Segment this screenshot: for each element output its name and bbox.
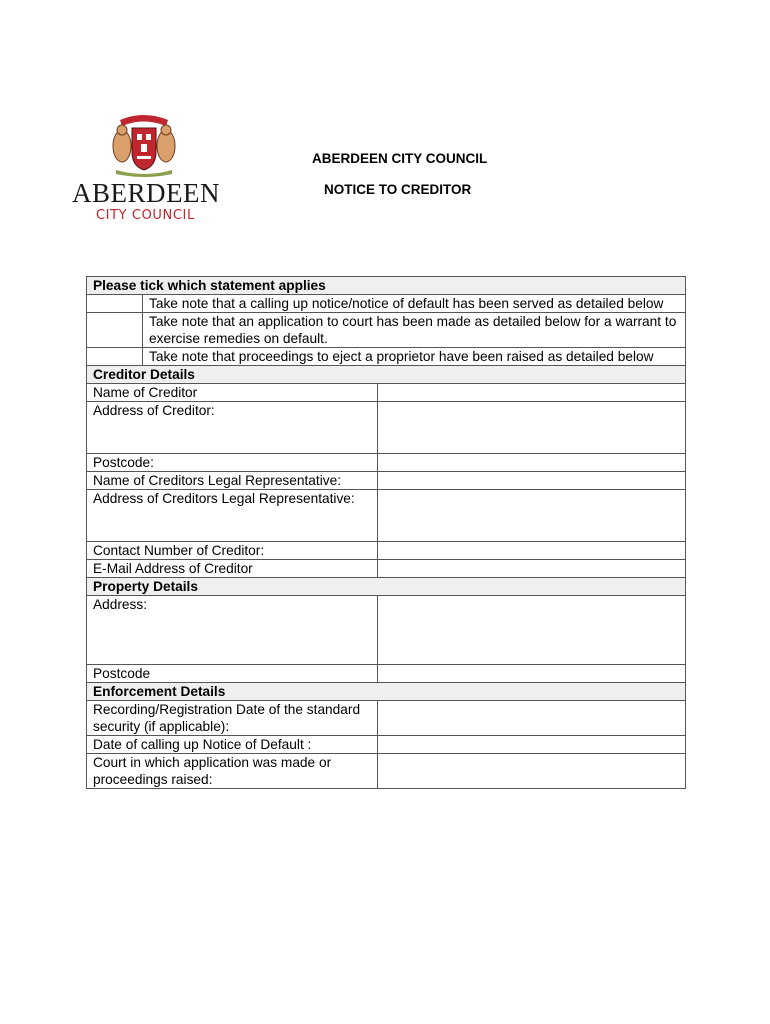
logo-name-line2: CITY COUNCIL [96,208,195,223]
contact-number-field[interactable] [378,542,686,560]
court-label: Court in which application was made or proceedings raised: [87,754,378,789]
enforcement-heading-row [87,683,686,701]
statement-option-row [87,295,686,313]
statement-2-text: Take note that an application to court has been made as detailed below for a warrant to exercise remedies on default. [143,313,686,348]
statement-option-row [87,313,686,348]
statement-1-checkbox[interactable] [87,295,143,313]
court-field[interactable] [378,754,686,789]
creditor-heading-row [87,366,686,384]
statements-heading: Please tick which statement applies [87,277,686,295]
coat-of-arms-icon [106,112,182,178]
rep-address-label: Address of Creditors Legal Representative: [87,490,378,542]
creditor-name-row [87,384,686,402]
rep-address-row [87,490,686,542]
statement-3-text: Take note that proceedings to eject a proprietor have been raised as detailed below [143,348,686,366]
rep-name-row [87,472,686,490]
property-address-label: Address: [87,596,378,665]
document-title: NOTICE TO CREDITOR [324,182,472,197]
property-heading: Property Details [87,578,686,596]
creditor-name-label: Name of Creditor [87,384,378,402]
creditor-postcode-row [87,454,686,472]
property-postcode-row [87,665,686,683]
logo-name-line1: ABERDEEN [72,178,220,208]
creditor-address-field[interactable] [378,402,686,454]
creditor-postcode-field[interactable] [378,454,686,472]
creditor-name-field[interactable] [378,384,686,402]
statement-3-checkbox[interactable] [87,348,143,366]
contact-number-label: Contact Number of Creditor: [87,542,378,560]
email-label: E-Mail Address of Creditor [87,560,378,578]
property-address-field[interactable] [378,596,686,665]
property-address-row [87,596,686,665]
creditor-heading: Creditor Details [87,366,686,384]
notice-form-table [86,276,686,789]
property-postcode-field[interactable] [378,665,686,683]
calling-up-date-field[interactable] [378,736,686,754]
rep-name-field[interactable] [378,472,686,490]
rep-address-field[interactable] [378,490,686,542]
contact-number-row [87,542,686,560]
creditor-address-row [87,402,686,454]
property-postcode-label: Postcode [87,665,378,683]
statements-heading-row [87,277,686,295]
calling-up-date-row [87,736,686,754]
email-field[interactable] [378,560,686,578]
statement-2-checkbox[interactable] [87,313,143,348]
property-heading-row [87,578,686,596]
statement-option-row [87,348,686,366]
email-row [87,560,686,578]
statement-1-text: Take note that a calling up notice/notice of default has been served as detailed below [143,295,686,313]
calling-up-date-label: Date of calling up Notice of Default : [87,736,378,754]
recording-date-row [87,701,686,736]
enforcement-heading: Enforcement Details [87,683,686,701]
court-row [87,754,686,789]
organisation-heading: ABERDEEN CITY COUNCIL [312,151,488,166]
creditor-address-label: Address of Creditor: [87,402,378,454]
rep-name-label: Name of Creditors Legal Representative: [87,472,378,490]
recording-date-field[interactable] [378,701,686,736]
aberdeen-city-council-logo [70,112,220,227]
creditor-postcode-label: Postcode: [87,454,378,472]
recording-date-label: Recording/Registration Date of the standard security (if applicable): [87,701,378,736]
